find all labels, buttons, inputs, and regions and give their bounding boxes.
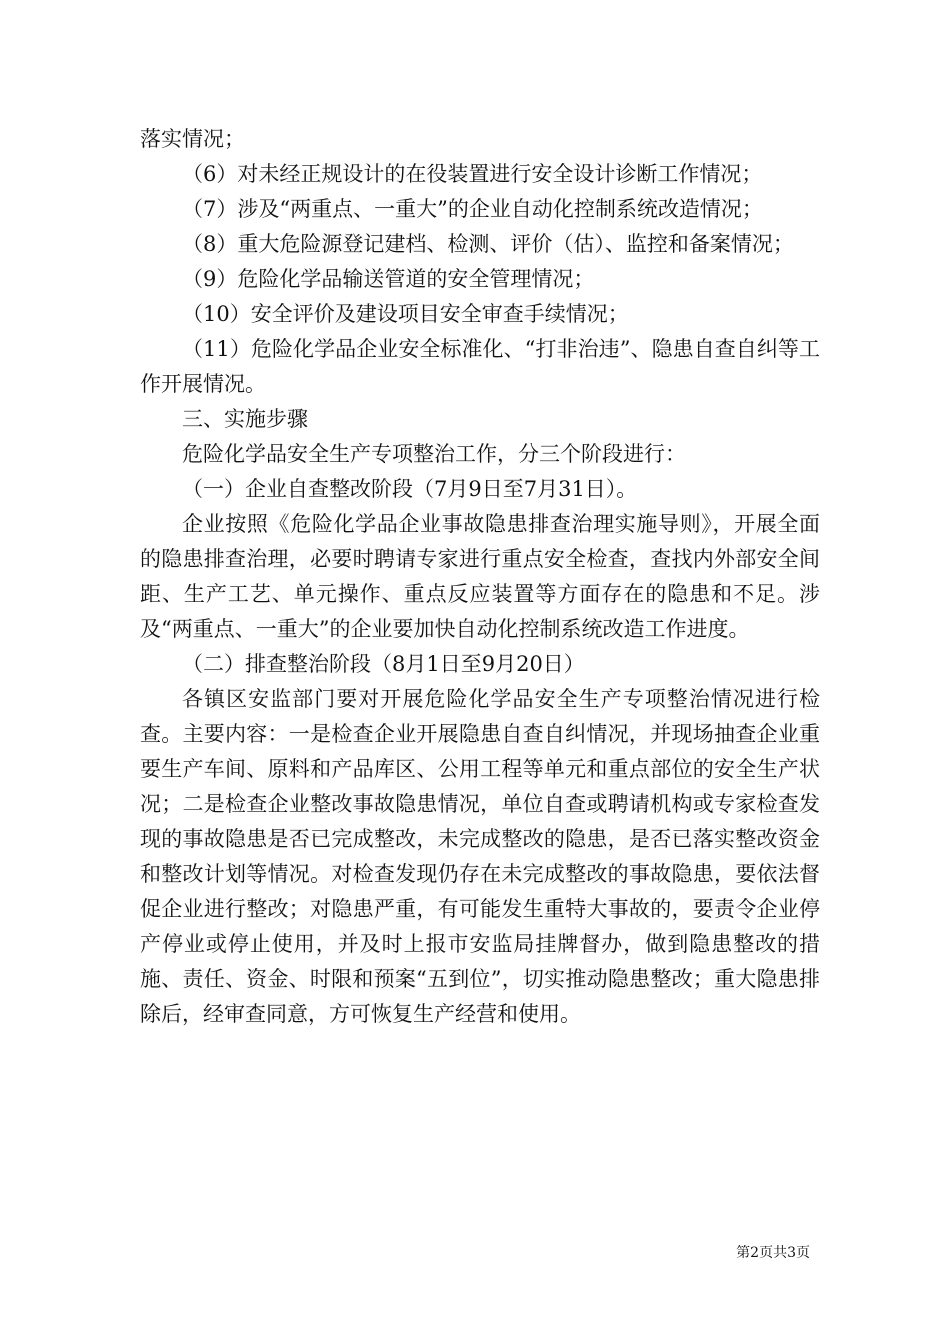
paragraph-continuation: 落实情况； [140, 127, 245, 151]
document-body [140, 122, 820, 1032]
list-item-7: （7）涉及“两重点、一重大”的企业自动化控制系统改造情况； [182, 197, 763, 221]
subheading-stage-2: （二）排查整治阶段（8月1日至9月20日） [182, 652, 585, 676]
page-number-footer: 第2页共3页 [736, 1245, 810, 1261]
list-item-11: （11）危险化学品企业安全标准化、“打非治违”、隐患自查自纠等工作开展情况。 [140, 337, 820, 396]
paragraph-intro: 危险化学品安全生产专项整治工作，分三个阶段进行： [182, 442, 686, 466]
section-heading-3: 三、实施步骤 [182, 407, 308, 431]
subheading-stage-1: （一）企业自查整改阶段（7月9日至7月31日）。 [182, 477, 638, 501]
list-item-9: （9）危险化学品输送管道的安全管理情况； [182, 267, 595, 291]
paragraph-stage-1: 企业按照《危险化学品企业事故隐患排查治理实施导则》，开展全面的隐患排查治理，必要时聘请专家进行重点安全检查，查找内外部安全间距、生产工艺、单元操作、重点反应装置等方面存在的隐患和不足。涉及“两重点、一重大”的企业要加快自动化控制系统改造工作进度。 [140, 512, 820, 641]
list-item-10: （10）安全评价及建设项目安全审查手续情况； [182, 302, 629, 326]
list-item-6: （6）对未经正规设计的在役装置进行安全设计诊断工作情况； [182, 162, 763, 186]
paragraph-stage-2: 各镇区安监部门要对开展危险化学品安全生产专项整治情况进行检查。主要内容：一是检查企业开展隐患自查自纠情况，并现场抽查企业重要生产车间、原料和产品库区、公用工程等单元和重点部位的安全生产状况；二是检查企业整改事故隐患情况，单位自查或聘请机构或专家检查发现的事故隐患是否已完成整改，未完成整改的隐患，是否已落实整改资金和整改计划等情况。对检查发现仍存在未完成整改的事故隐患，要依法督促企业进行整改；对隐患严重，有可能发生重特大事故的，要责令企业停产停业或停止使用，并及时上报市安监局挂牌督办，做到隐患整改的措施、责任、资金、时限和预案“五到位”，切实推动隐患整改；重大隐患排除后，经审查同意，方可恢复生产经营和使用。 [140, 687, 820, 1026]
list-item-8: （8）重大危险源登记建档、检测、评价（估）、监控和备案情况； [182, 232, 794, 256]
